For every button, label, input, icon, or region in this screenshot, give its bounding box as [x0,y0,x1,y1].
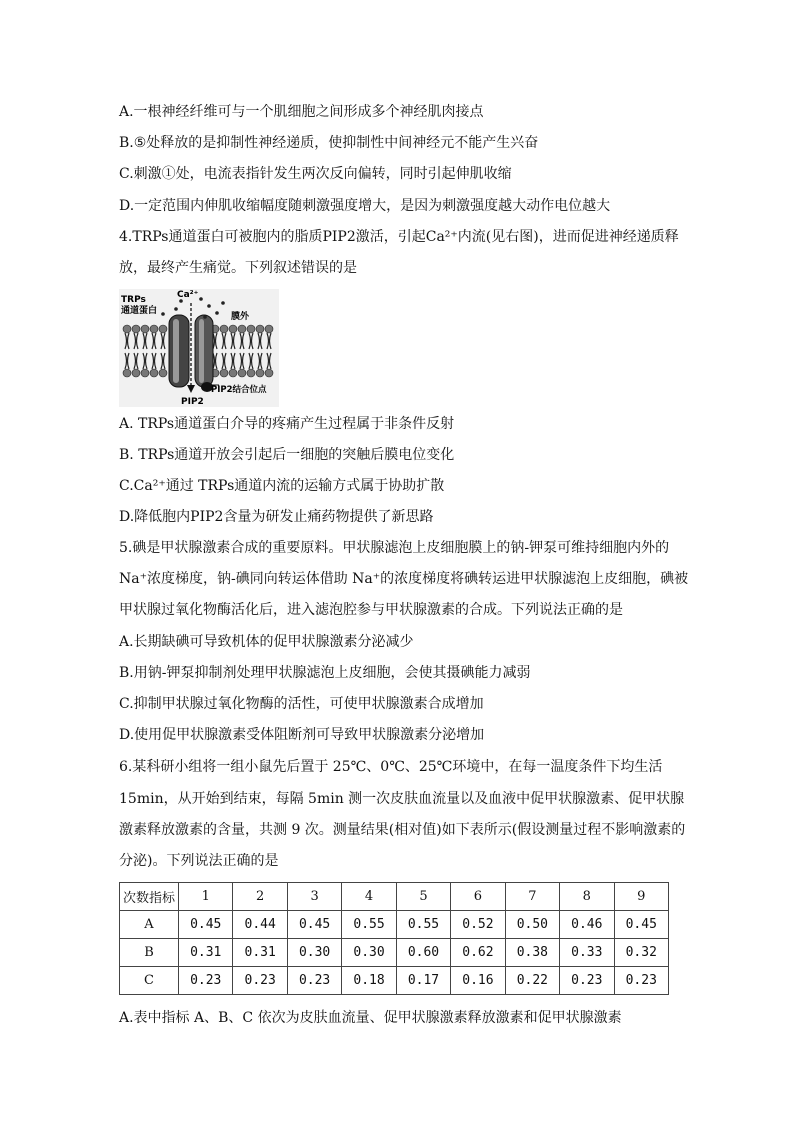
table-cell: 0.60 [396,939,450,967]
label-pip2-binding-site: PIP2结合位点 [211,385,267,395]
q4-option-c: C.Ca²⁺通过 TRPs通道内流的运输方式属于协助扩散 [119,478,445,494]
q4-option-b: B. TRPs通道开放会引起后一细胞的突触后膜电位变化 [119,447,455,463]
table-cell: 0.31 [179,939,233,967]
q5-option-b: B.用钠-钾泵抑制剂处理甲状腺滤泡上皮细胞，会使其摄碘能力减弱 [119,665,531,681]
label-trps: TRPs [121,295,146,305]
table-cell: 0.16 [451,967,505,995]
table-cell: 0.45 [179,911,233,939]
q4-stem-line-1: 4.TRPs通道蛋白可被胞内的脂质PIP2激活，引起Ca²⁺内流(见右图)，进而促进神经递质释 [119,229,679,245]
table-cell: 0.33 [560,939,614,967]
table-cell: 0.23 [614,967,669,995]
q3-option-d: D.一定范围内伸肌收缩幅度随刺激强度增大，是因为刺激强度越大动作电位越大 [119,198,611,214]
table-cell: 0.23 [287,967,341,995]
q6-stem-line-1: 6.某科研小组将一组小鼠先后置于 25℃、0℃、25℃环境中，在每一温度条件下均生活 [119,759,663,775]
table-cell: 0.31 [233,939,287,967]
q6-stem-line-2: 15min，从开始到结束，每隔 5min 测一次皮肤血流量以及血液中促甲状腺激素、促甲状腺 [119,791,685,807]
q5-stem-line-2: Na⁺浓度梯度，钠-碘同向转运体借助 Na⁺的浓度梯度将碘转运进甲状腺滤泡上皮细胞，碘被 [119,571,689,587]
table-header-cell: 9 [614,883,669,911]
q5-option-a: A.长期缺碘可导致机体的促甲状腺激素分泌减少 [119,634,414,650]
table-cell: 0.18 [342,967,396,995]
q6-stem-line-4: 分泌)。下列说法正确的是 [119,853,279,869]
table-corner-cell: 次数指标 [120,883,179,911]
q4-option-a: A. TRPs通道蛋白介导的疼痛产生过程属于非条件反射 [119,416,455,432]
table-header-row [120,883,669,911]
table-cell: 0.52 [451,911,505,939]
table-cell: 0.17 [396,967,450,995]
table-cell: 0.50 [505,911,559,939]
table-cell: 0.30 [287,939,341,967]
table-cell: 0.23 [233,967,287,995]
table-header-cell: 3 [287,883,341,911]
table-row [120,939,669,967]
q4-stem-line-2: 放，最终产生痛觉。下列叙述错误的是 [119,260,357,276]
q4-option-d: D.降低胞内PIP2含量为研发止痛药物提供了新思路 [119,509,434,525]
table-header-cell: 2 [233,883,287,911]
q6-option-a: A.表中指标 A、B、C 依次为皮肤血流量、促甲状腺激素释放激素和促甲状腺激素 [119,1010,622,1026]
table-header-cell: 7 [505,883,559,911]
q5-stem-line-3: 甲状腺过氧化物酶活化后，进入滤泡腔参与甲状腺激素的合成。下列说法正确的是 [119,602,623,618]
row-label: A [120,911,179,939]
table-cell: 0.62 [451,939,505,967]
table-header-cell: 4 [342,883,396,911]
table-cell: 0.30 [342,939,396,967]
q5-stem-line-1: 5.碘是甲状腺激素合成的重要原料。甲状腺滤泡上皮细胞膜上的钠-钾泵可维持细胞内外的 [119,540,670,556]
table-cell: 0.55 [396,911,450,939]
table-cell: 0.46 [560,911,614,939]
table-header-cell: 8 [560,883,614,911]
label-outside-membrane: 膜外 [231,312,250,322]
q6-stem-line-3: 激素释放激素的含量，共测 9 次。测量结果(相对值)如下表所示(假设测量过程不影响激素的 [119,822,686,838]
q3-option-c: C.刺激①处，电流表指针发生两次反向偏转，同时引起伸肌收缩 [119,166,512,182]
table-cell: 0.22 [505,967,559,995]
table-cell: 0.45 [614,911,669,939]
label-pip2: PIP2 [181,397,204,407]
row-label: B [120,939,179,967]
table-cell: 0.32 [614,939,669,967]
table-cell: 0.38 [505,939,559,967]
table-cell: 0.23 [560,967,614,995]
row-label: C [120,967,179,995]
table-cell: 0.55 [342,911,396,939]
q5-option-c: C.抑制甲状腺过氧化物酶的活性，可使甲状腺激素合成增加 [119,696,484,712]
trps-channel-figure [119,289,279,407]
table-cell: 0.45 [287,911,341,939]
measurement-table [119,882,669,995]
table-cell: 0.23 [179,967,233,995]
q3-option-b: B.⑤处释放的是抑制性神经递质，使抑制性中间神经元不能产生兴奋 [119,135,539,151]
table-header-cell: 1 [179,883,233,911]
table-header-cell: 5 [396,883,450,911]
table-header-cell: 6 [451,883,505,911]
q5-option-d: D.使用促甲状腺激素受体阻断剂可导致甲状腺激素分泌增加 [119,727,485,743]
table-cell: 0.44 [233,911,287,939]
table-row [120,911,669,939]
table-row [120,967,669,995]
label-channel-protein: 通道蛋白 [121,306,158,316]
q3-option-a: A.一根神经纤维可与一个肌细胞之间形成多个神经肌肉接点 [119,104,484,120]
label-calcium: Ca²⁺ [177,290,199,300]
